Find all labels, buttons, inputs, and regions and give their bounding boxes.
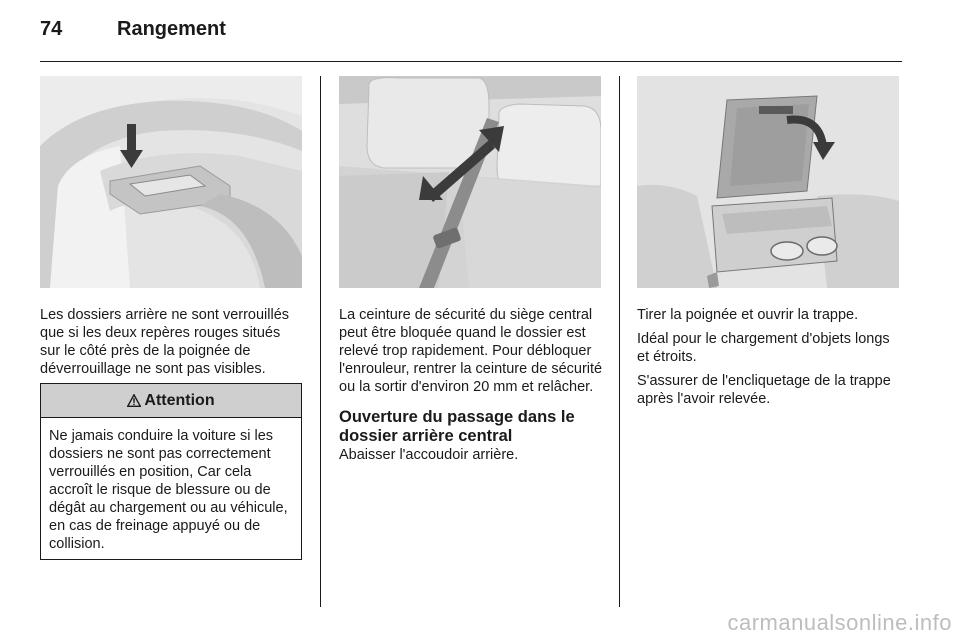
illustration-center-passthrough-hatch [637,76,899,288]
warning-body: Ne jamais conduire la voiture si les dossiers ne sont pas correctement verrouillés en position, Car cela accroît le risque de blessure ou de dégât au chargement ou au véhicule, en cas de freinage appuyé ou de collision. [49,428,288,552]
column-divider-2 [619,76,620,607]
page-number: 74 [40,18,63,40]
illustration-seat-release-handle [40,76,302,288]
header-rule [40,61,902,62]
illustration-seatbelt [339,76,601,288]
warning-header [41,384,301,418]
watermark: carmanualsonline.info [727,610,952,635]
hatch-instruction-2: Idéal pour le chargement d'objets longs et étroits. [637,331,890,365]
column-divider-1 [320,76,321,607]
backrest-lock-paragraph: Les dossiers arrière ne sont verrouillés que si les deux repères rouges situés sur le côté près de la poignée de déverrouillage ne sont pas visibles. [40,307,290,377]
warning-triangle-icon [127,394,141,407]
section-heading-text: Abaisser l'accoudoir arrière. [339,447,519,463]
column-2-text [339,306,603,470]
page-header [40,18,902,48]
warning-box [40,383,302,560]
hatch-instruction-1: Tirer la poignée et ouvrir la trappe. [637,307,859,323]
hatch-instruction-3: S'assurer de l'encliquetage de la trappe après l'avoir relevée. [637,373,891,407]
warning-title: Attention [144,391,215,409]
page-title: Rangement [117,18,226,40]
section-heading: Ouverture du passage dans le dossier arrière central [339,408,575,445]
column-3-text [637,306,899,414]
column-1-text [40,306,302,384]
seatbelt-paragraph: La ceinture de sécurité du siège central peut être bloquée quand le dossier est relevé trop rapidement. Pour débloquer l'enrouleur, rentrer la ceinture de sécurité ou la sortir d'environ 20 mm et relâcher. [339,307,603,395]
